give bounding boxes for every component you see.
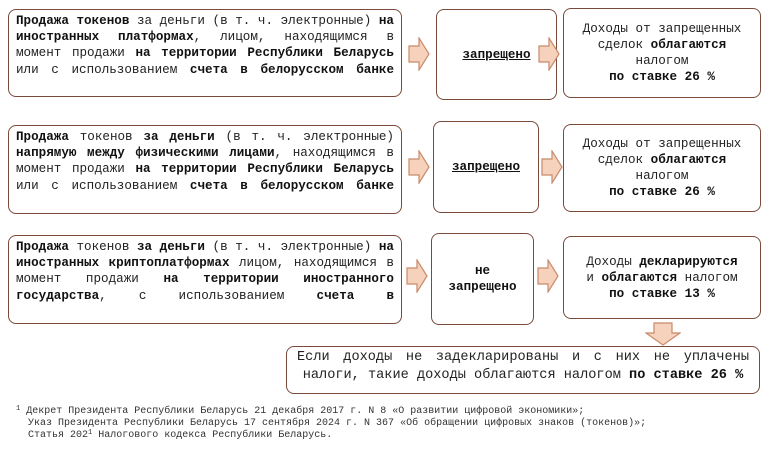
- result-box-3: [563, 236, 761, 319]
- condition-box-3: [8, 235, 402, 324]
- text: или с использованием: [16, 178, 190, 193]
- status-text-2: [452, 159, 520, 175]
- bold-text: счета в белорусском банке: [189, 178, 394, 193]
- result-line: [586, 270, 737, 286]
- status-label: не: [474, 264, 491, 278]
- text: налогом: [635, 169, 689, 183]
- result-box-2: [563, 124, 761, 212]
- bold-text: декларируются: [639, 254, 738, 269]
- arrow-right-icon: [537, 259, 559, 293]
- text: сделок: [597, 153, 651, 167]
- result-line: [609, 69, 715, 85]
- text: токенов: [68, 240, 137, 254]
- arrow-right-icon: [408, 150, 430, 184]
- arrow-down-icon: [645, 322, 681, 346]
- text: , находящимся в момент продажи: [16, 146, 394, 177]
- text: токенов: [68, 130, 144, 144]
- arrow-right-icon: [541, 150, 563, 184]
- text: лицом, находящимся в момент продажи: [16, 256, 394, 287]
- result-line: [609, 184, 715, 200]
- result-line: [636, 168, 689, 184]
- text: (в т. ч. электронные): [204, 240, 379, 254]
- result-line: [609, 286, 715, 302]
- bold-text: Продажа: [16, 130, 69, 144]
- status-text-1: [462, 47, 530, 63]
- footnotes: [16, 406, 761, 442]
- text: налогом: [635, 54, 689, 68]
- bold-text: облагаются: [650, 38, 727, 52]
- bold-text: облагаются: [650, 153, 727, 167]
- result-line: [586, 254, 737, 270]
- result-line: [636, 53, 689, 69]
- bold-text: счета в белорусском банке: [189, 62, 394, 77]
- bold-text: счета в: [316, 288, 395, 303]
- footnote-line-2: Указ Президента Республики Беларусь 17 сентября 2024 г. N 367 «Об обращении цифровых знаков (токенов)»;: [16, 418, 647, 429]
- bold-text: по ставке 13 %: [609, 286, 715, 301]
- arrow-right-icon: [538, 37, 560, 71]
- result-line: [583, 136, 742, 152]
- bold-text: на территории иностранного государства: [16, 272, 394, 303]
- bold-text: на территории Республики Беларусь: [135, 46, 394, 61]
- text: Доходы от запрещенных: [582, 22, 742, 36]
- bold-text: на иностранных платформах: [16, 14, 394, 45]
- bold-text: за деньги: [136, 240, 205, 254]
- bold-text: Продажа токенов: [16, 14, 130, 28]
- result-box-1: [563, 8, 761, 98]
- text: сделок: [597, 38, 651, 52]
- footnote-line-3: Статья $202^1$ Налогового кодекса Республики Беларусь.: [16, 429, 333, 441]
- text: или с использованием: [16, 62, 190, 77]
- text: , с использованием: [99, 288, 317, 303]
- text: Доходы: [586, 254, 640, 269]
- arrow-right-icon: [408, 37, 430, 71]
- result-line: [598, 152, 726, 168]
- bold-text: Продажа: [16, 240, 69, 254]
- text: налогом: [677, 270, 738, 285]
- text: Доходы от запрещенных: [582, 137, 742, 151]
- status-text-3: [448, 263, 516, 295]
- condition-box-2: [8, 125, 402, 214]
- arrow-right-icon: [406, 259, 428, 293]
- bold-text: по ставке 26 %: [609, 185, 715, 199]
- result-line: [598, 37, 726, 53]
- bold-text: облагаются: [601, 270, 678, 285]
- condition-box-1: [8, 9, 402, 97]
- text: Если доходы не задекларированы и с них не уплачены налоги, такие доходы облагаются налогом: [297, 350, 749, 383]
- status-label: запрещено: [462, 47, 531, 62]
- text: и: [586, 270, 602, 285]
- bold-text: на территории Республики Беларусь: [135, 162, 394, 177]
- status-box-2: [433, 121, 539, 213]
- bold-text: напрямую между физическими лицами: [16, 146, 275, 161]
- bold-text: за деньги: [143, 130, 215, 144]
- final-note-box: [286, 346, 760, 394]
- footnote-line-1: $^1$ Декрет Президента Республики Беларусь 21 декабря 2017 г. N 8 «О развитии цифровой экономики»;: [16, 405, 585, 417]
- bold-text: по ставке 26 %: [609, 70, 715, 84]
- status-label: запрещено: [448, 280, 517, 294]
- bold-text: по ставке 26 %: [629, 368, 744, 383]
- status-label: запрещено: [451, 160, 521, 174]
- result-line: [583, 21, 742, 37]
- status-box-3: [431, 233, 534, 325]
- text: , лицом, находящимся в момент продажи: [16, 30, 395, 61]
- text: за деньги (в т. ч. электронные): [129, 14, 379, 28]
- text: (в т. ч. электронные): [214, 130, 394, 144]
- bold-text: на иностранных криптоплатформах: [16, 240, 394, 271]
